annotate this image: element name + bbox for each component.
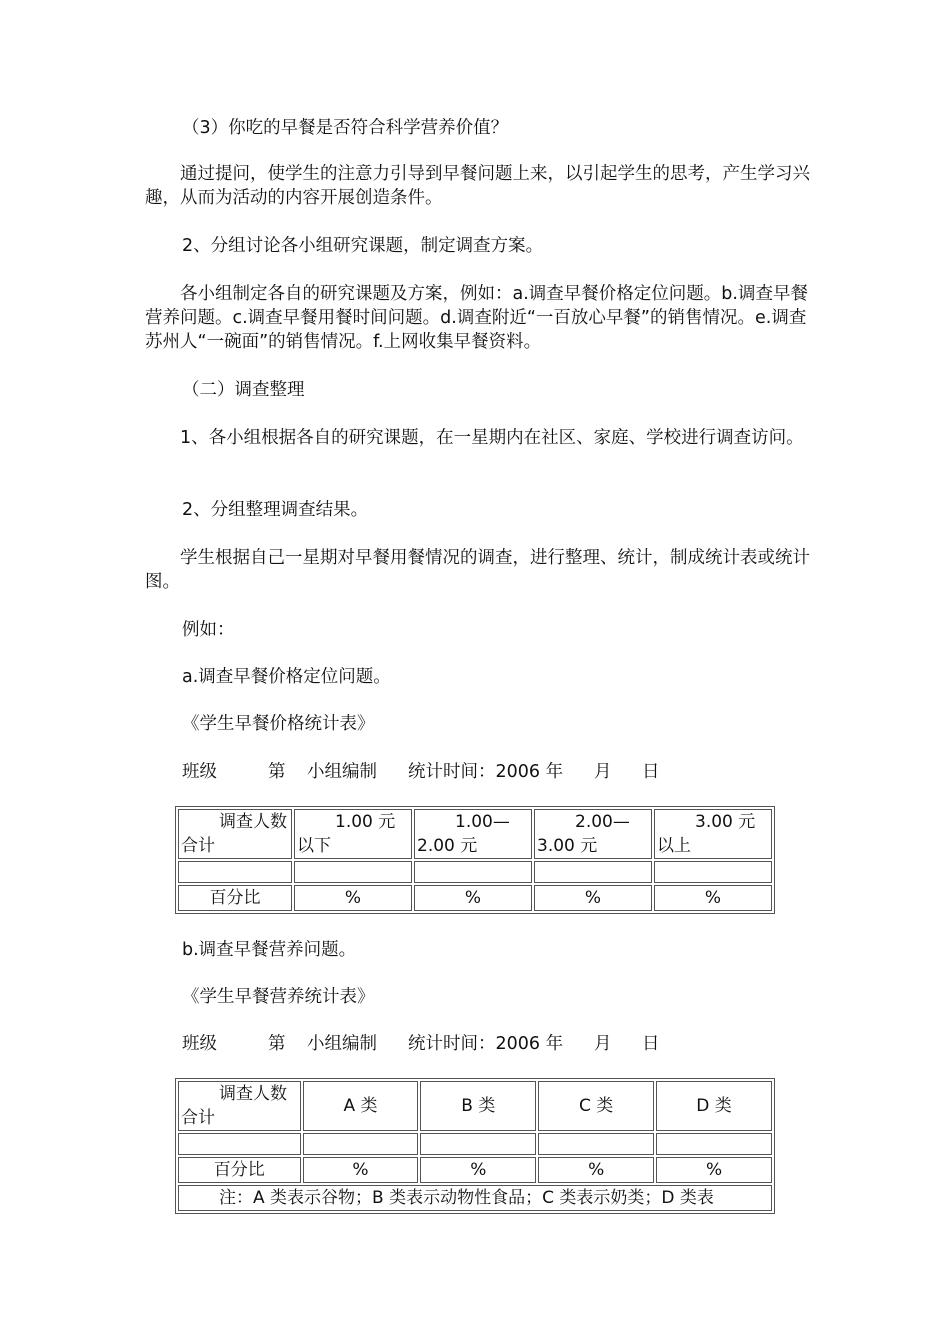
percent-cell: % (414, 885, 532, 911)
paragraph-survey-3: 学生根据自己一星期对早餐用餐情况的调查，进行整理、统计，制成统计表或统计图。 (145, 548, 810, 592)
month-label: 月 (594, 1034, 612, 1054)
empty-cell (178, 861, 292, 883)
header-category-c: C 类 (538, 1081, 654, 1131)
header-price-1: 1.00 元以下 (294, 809, 412, 859)
percent-cell: % (656, 1157, 772, 1183)
nutrition-statistics-table (175, 1078, 775, 1214)
di-label: 第 (268, 1034, 286, 1054)
empty-cell (414, 861, 532, 883)
header-category-b: B 类 (420, 1081, 536, 1131)
percent-cell: % (303, 1157, 419, 1183)
topic-a-heading: a.调查早餐价格定位问题。 (182, 667, 391, 687)
header-price-4: 3.00 元以上 (654, 809, 772, 859)
paragraph-ask: 通过提问，使学生的注意力引导到早餐问题上来，以引起学生的思考，产生学习兴趣，从而为活动的内容开展创造条件。 (145, 164, 810, 208)
group-label: 小组编制 (307, 1034, 377, 1054)
table-row (178, 1185, 772, 1211)
empty-cell (294, 861, 412, 883)
day-label: 日 (642, 1034, 660, 1054)
day-label: 日 (642, 762, 660, 782)
percent-cell: % (420, 1157, 536, 1183)
header-category-a: A 类 (303, 1081, 419, 1131)
table-2-class-line (182, 1032, 782, 1056)
percent-cell: % (654, 885, 772, 911)
step-2-heading: 2、分组讨论各小组研究课题，制定调查方案。 (182, 236, 544, 256)
header-total: 调查人数合计 (178, 809, 292, 859)
di-label: 第 (268, 762, 286, 782)
percent-cell: % (538, 1157, 654, 1183)
empty-cell (303, 1133, 419, 1155)
group-label: 小组编制 (307, 762, 377, 782)
price-statistics-table (175, 806, 775, 914)
question-3: （3）你吃的早餐是否符合科学营养价值？ (182, 118, 509, 138)
percent-cell: % (294, 885, 412, 911)
table-row (178, 861, 772, 883)
table-row (178, 1157, 772, 1183)
topic-b-heading: b.调查早餐营养问题。 (182, 940, 357, 960)
table-row (178, 885, 772, 911)
header-price-2: 1.00—2.00 元 (414, 809, 532, 859)
header-price-3: 2.00—3.00 元 (534, 809, 652, 859)
percent-label: 百分比 (178, 1157, 301, 1183)
empty-cell (654, 861, 772, 883)
class-label: 班级 (182, 762, 217, 782)
header-total: 调查人数合计 (178, 1081, 301, 1131)
percent-label: 百分比 (178, 885, 292, 911)
paragraph-plan: 各小组制定各自的研究课题及方案，例如：a.调查早餐价格定位问题。b.调查早餐营养问题。c.调查早餐用餐时间问题。d.调查附近“一百放心早餐”的销售情况。e.调查苏州人“一碗面”的销售情况。f.上网收集早餐资料。 (145, 284, 808, 352)
empty-cell (420, 1133, 536, 1155)
table-row (178, 1081, 772, 1131)
class-label: 班级 (182, 1034, 217, 1054)
table-row (178, 1133, 772, 1155)
section-2-heading: （二）调查整理 (182, 380, 305, 400)
header-category-d: D 类 (656, 1081, 772, 1131)
empty-cell (178, 1133, 301, 1155)
table-note: 注：A 类表示谷物；B 类表示动物性食品；C 类表示奶类；D 类表 (178, 1185, 772, 1211)
table-2-title: 《学生早餐营养统计表》 (182, 987, 375, 1007)
percent-cell: % (534, 885, 652, 911)
paragraph-survey-1: 1、各小组根据各自的研究课题，在一星期内在社区、家庭、学校进行调查访问。 (180, 428, 804, 448)
table-1-title: 《学生早餐价格统计表》 (182, 714, 375, 734)
paragraph-survey-2: 2、分组整理调查结果。 (182, 500, 369, 520)
empty-cell (538, 1133, 654, 1155)
time-label: 统计时间：2006 年 (408, 1034, 564, 1054)
table-1-class-line (182, 760, 782, 784)
empty-cell (534, 861, 652, 883)
table-row (178, 809, 772, 859)
month-label: 月 (594, 762, 612, 782)
time-label: 统计时间：2006 年 (408, 762, 564, 782)
empty-cell (656, 1133, 772, 1155)
example-label: 例如： (182, 620, 235, 640)
